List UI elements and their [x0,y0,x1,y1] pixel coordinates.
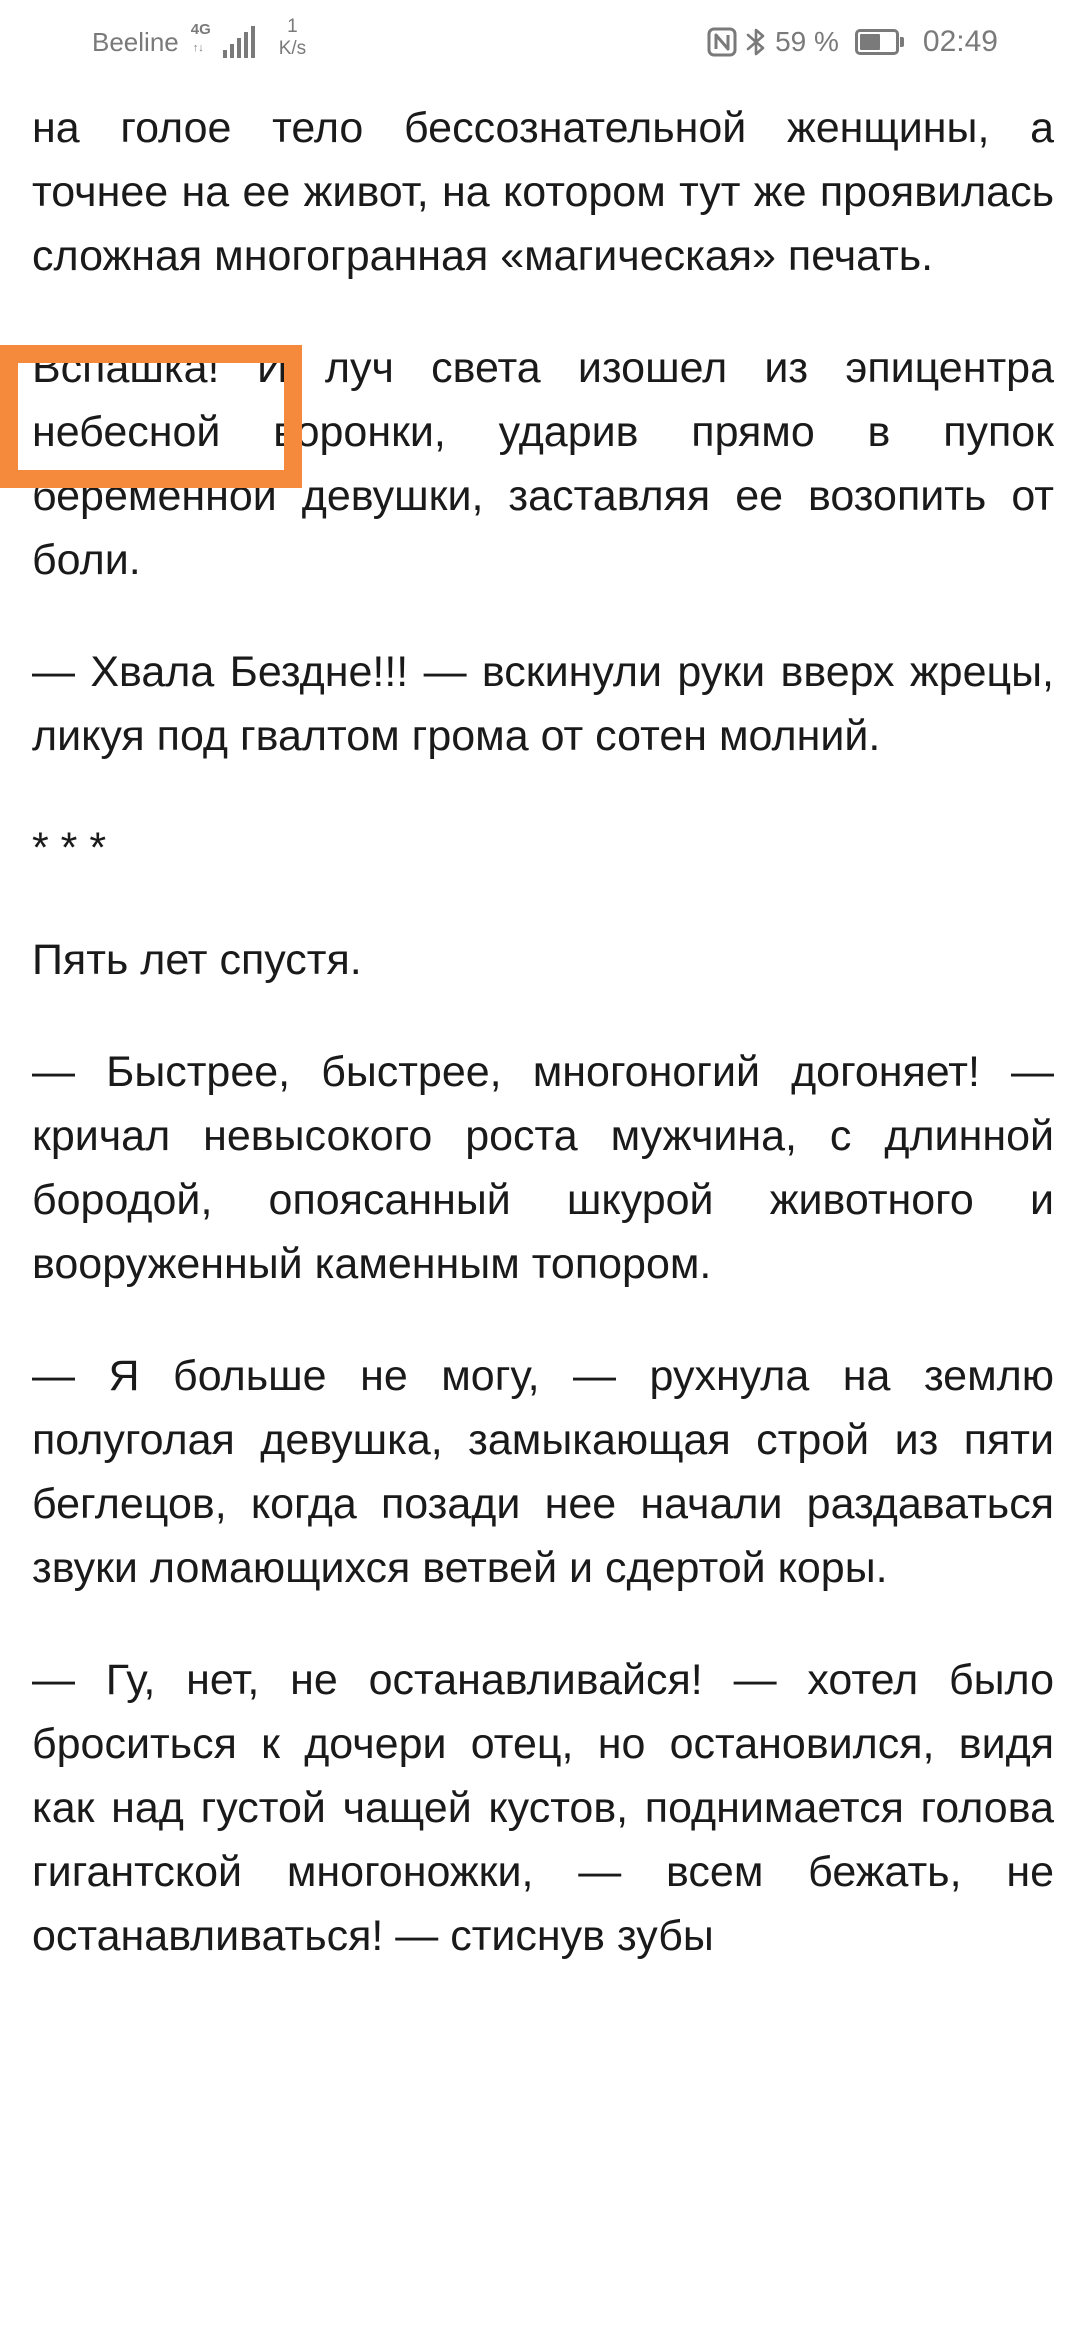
battery-percent: 59 % [775,26,839,57]
signal-bar [244,32,248,58]
scene-break: * * * [32,824,107,872]
bluetooth-icon [745,26,767,58]
battery-tip [900,37,904,47]
network-speed-unit: K/s [278,38,307,59]
carrier-name: Beeline [92,27,179,57]
clock: 02:49 [922,25,998,58]
network-speed-value: 1 [287,16,298,37]
paragraph: Пять лет спустя. [32,936,362,984]
status-bar [0,0,1080,84]
nfc-icon [707,27,737,57]
status-right [707,22,998,62]
network-arrows: ↑↓ [192,42,204,54]
signal-bar [237,38,241,58]
status-left [92,16,307,62]
signal-bar [251,26,255,58]
reader-page[interactable] [32,96,1054,2016]
paragraph: на голое тело бессознательной женщины, а точнее на ее живот, на котором тут же проявилась сложная многогранная «магическая» печать. [32,104,1054,280]
signal-icon [223,26,255,58]
paragraph: — Гу, нет, не останавливайся! — хотел было броситься к дочери отец, но остановился, видя как над густой чащей кустов, поднимается голова гигантской многоножки, — всем бежать, не останавливаться! — стиснув зубы [32,1656,1054,1960]
network-type-label: 4G [190,21,211,38]
signal-bar [230,44,234,58]
signal-bar [223,50,227,58]
battery-fill [860,34,880,50]
paragraph: — Хвала Бездне!!! — вскинули руки вверх жрецы, ликуя под гвалтом грома от сотен молний. [32,648,1054,760]
network-speed [279,16,306,60]
battery-icon [855,29,905,55]
paragraph: — Быстрее, быстрее, многоногий догоняет! — кричал невысокого роста мужчина, с длинной бородой, опоясанный шкурой животного и вооруженный каменным топором. [32,1048,1054,1288]
paragraph: Вспашка! И луч света изошел из эпицентра небесной воронки, ударив прямо в пупок беременной девушки, заставляя ее возопить от боли. [32,344,1054,584]
paragraph: — Я больше не могу, — рухнула на землю полуголая девушка, замыкающая строй из пяти беглецов, когда позади нее начали раздаваться звуки ломающихся ветвей и сдертой коры. [32,1352,1054,1592]
network-type-icon [189,22,213,62]
